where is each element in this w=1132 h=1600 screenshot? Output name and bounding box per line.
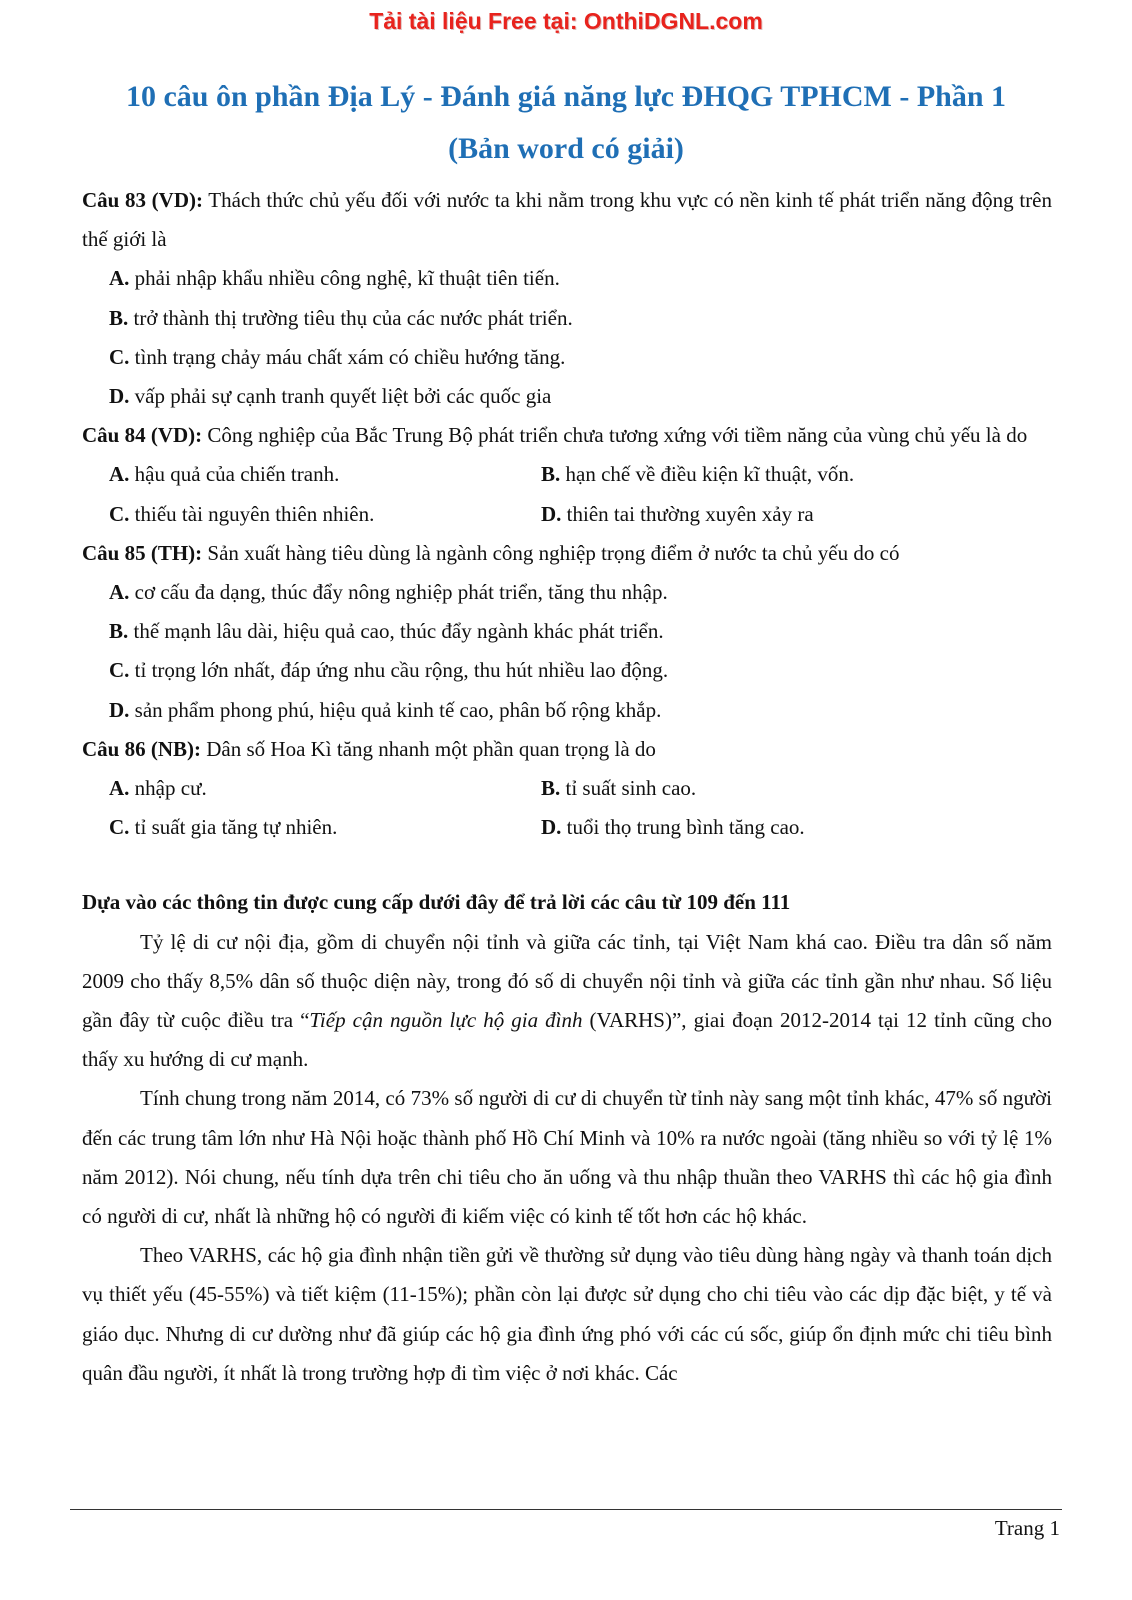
option-row — [82, 769, 1052, 808]
option-letter: C. — [109, 344, 130, 369]
spacer — [82, 847, 1052, 883]
option-text: tỉ suất sinh cao. — [560, 776, 697, 801]
option-letter: D. — [109, 697, 130, 722]
option-text: tuổi thọ trung bình tăng cao. — [561, 815, 805, 840]
question-83 — [82, 181, 1052, 259]
option-letter: A. — [109, 776, 130, 801]
question-85 — [82, 534, 1052, 573]
option-letter: A. — [109, 462, 130, 487]
passage-heading: Dựa vào các thông tin được cung cấp dưới đây để trả lời các câu từ 109 đến 111 — [82, 890, 791, 915]
option-letter: C. — [109, 501, 130, 526]
option-d — [82, 691, 1052, 730]
option-text: cơ cấu đa dạng, thúc đẩy nông nghiệp phát triển, tăng thu nhập. — [129, 580, 668, 605]
document-title: 10 câu ôn phần Địa Lý - Đánh giá năng lực ĐHQG TPHCM - Phần 1 — [125, 80, 1007, 113]
option-d — [541, 495, 973, 534]
option-b — [541, 769, 973, 808]
option-d — [541, 808, 973, 847]
option-letter: B. — [109, 305, 129, 330]
option-b — [82, 612, 1052, 651]
option-letter: D. — [541, 815, 562, 840]
question-label: Câu 84 (VD): — [82, 423, 203, 448]
option-letter: A. — [109, 266, 130, 291]
option-text: phải nhập khẩu nhiều công nghệ, kĩ thuật tiên tiến. — [129, 266, 560, 291]
paragraph-text: (VARHS)”, giai đoạn 2012-2014 tại 12 tỉnh cũng cho thấy xu hướng di cư mạnh. — [82, 1008, 1052, 1072]
question-label: Câu 85 (TH): — [82, 540, 203, 565]
option-text: vấp phải sự cạnh tranh quyết liệt bởi các quốc gia — [129, 384, 552, 409]
option-text: sản phẩm phong phú, hiệu quả kinh tế cao, phân bố rộng khắp. — [129, 697, 662, 722]
option-letter: D. — [109, 384, 130, 409]
document-body — [82, 181, 1052, 1393]
option-c — [82, 651, 1052, 690]
option-row — [82, 455, 1052, 494]
option-letter: B. — [109, 619, 129, 644]
option-letter: A. — [109, 580, 130, 605]
passage-paragraph-3: Theo VARHS, các hộ gia đình nhận tiền gửi về thường sử dụng vào tiêu dùng hàng ngày và thanh toán dịch vụ thiết yếu (45-55%) và tiết kiệm (11-15%); phần còn lại được sử dụng cho chi tiêu vào các dịp đặc biệt, y tế và giáo dục. Nhưng di cư dường như đã giúp các hộ gia đình ứng phó với các cú sốc, giúp ổn định mức chi tiêu bình quân đầu người, ít nhất là trong trường hợp đi tìm việc ở nơi khác. Các — [82, 1243, 1052, 1385]
option-a — [109, 769, 541, 808]
question-label: Câu 83 (VD): — [82, 188, 203, 212]
option-row — [82, 808, 1052, 847]
option-letter: D. — [541, 501, 562, 526]
paragraph-text: Tỷ lệ di cư nội địa, gồm di chuyển nội tỉnh và giữa các tỉnh, tại Việt Nam khá cao. Điều tra dân số năm 2009 cho thấy 8,5% dân số thuộc diện này, trong đó số di chuyển nội tỉnh và giữa các tỉnh gần như nhau. Số liệu gần đây từ cuộc điều tra “ — [82, 929, 1052, 1033]
option-row — [82, 495, 1052, 534]
survey-name: Tiếp cận nguồn lực hộ gia đình — [309, 1008, 583, 1033]
download-banner[interactable]: Tải tài liệu Free tại: OnthiDGNL.com — [369, 8, 763, 34]
option-text: tình trạng chảy máu chất xám có chiều hướng tăng. — [129, 344, 566, 369]
option-c — [109, 808, 541, 847]
option-a — [82, 259, 1052, 298]
passage-paragraph-2: Tính chung trong năm 2014, có 73% số người di cư di chuyển từ tỉnh này sang một tỉnh khác, 47% số người đến các trung tâm lớn như Hà Nội hoặc thành phố Hồ Chí Minh và 10% ra nước ngoài (tăng nhiều so với tỷ lệ 1% năm 2012). Nói chung, nếu tính dựa trên chi tiêu cho ăn uống và thu nhập thuần theo VARHS thì các hộ gia đình có người di cư, nhất là những hộ có người đi kiếm việc có kinh tế tốt hơn các hộ khác. — [82, 1086, 1052, 1229]
option-letter: C. — [109, 815, 130, 840]
option-text: hậu quả của chiến tranh. — [129, 462, 340, 487]
option-letter: B. — [541, 776, 561, 801]
option-text: thiếu tài nguyên thiên nhiên. — [129, 501, 375, 526]
option-b — [541, 455, 973, 494]
passage-paragraph-1 — [82, 923, 1052, 1080]
document-subtitle: (Bản word có giải) — [448, 132, 684, 165]
option-a — [109, 455, 541, 494]
option-text: thế mạnh lâu dài, hiệu quả cao, thúc đẩy ngành khác phát triển. — [128, 619, 664, 644]
question-text: Thách thức chủ yếu đối với nước ta khi nằm trong khu vực có nền kinh tế phát triển năng động trên thế giới là — [82, 188, 1053, 252]
page-number: Trang 1 — [994, 1516, 1060, 1540]
option-letter: C. — [109, 658, 130, 683]
question-text: Sản xuất hàng tiêu dùng là ngành công nghiệp trọng điểm ở nước ta chủ yếu do có — [202, 540, 900, 565]
option-c — [82, 338, 1052, 377]
option-text: tỉ trọng lớn nhất, đáp ứng nhu cầu rộng, thu hút nhiều lao động. — [129, 658, 669, 683]
option-text: hạn chế về điều kiện kĩ thuật, vốn. — [560, 462, 855, 487]
option-letter: B. — [541, 462, 561, 487]
question-text: Dân số Hoa Kì tăng nhanh một phần quan trọng là do — [201, 736, 656, 761]
option-text: trở thành thị trường tiêu thụ của các nước phát triển. — [128, 305, 573, 330]
option-a — [82, 573, 1052, 612]
question-label: Câu 86 (NB): — [82, 736, 201, 761]
option-text: thiên tai thường xuyên xảy ra — [561, 501, 814, 526]
option-d — [82, 377, 1052, 416]
option-text: nhập cư. — [129, 776, 207, 801]
footer-divider — [70, 1509, 1062, 1510]
question-84 — [82, 416, 1052, 455]
option-b — [82, 299, 1052, 338]
question-86 — [82, 730, 1052, 769]
option-text: tỉ suất gia tăng tự nhiên. — [129, 815, 338, 840]
option-c — [109, 495, 541, 534]
question-text: Công nghiệp của Bắc Trung Bộ phát triển chưa tương xứng với tiềm năng của vùng chủ yếu là do — [202, 423, 1028, 448]
